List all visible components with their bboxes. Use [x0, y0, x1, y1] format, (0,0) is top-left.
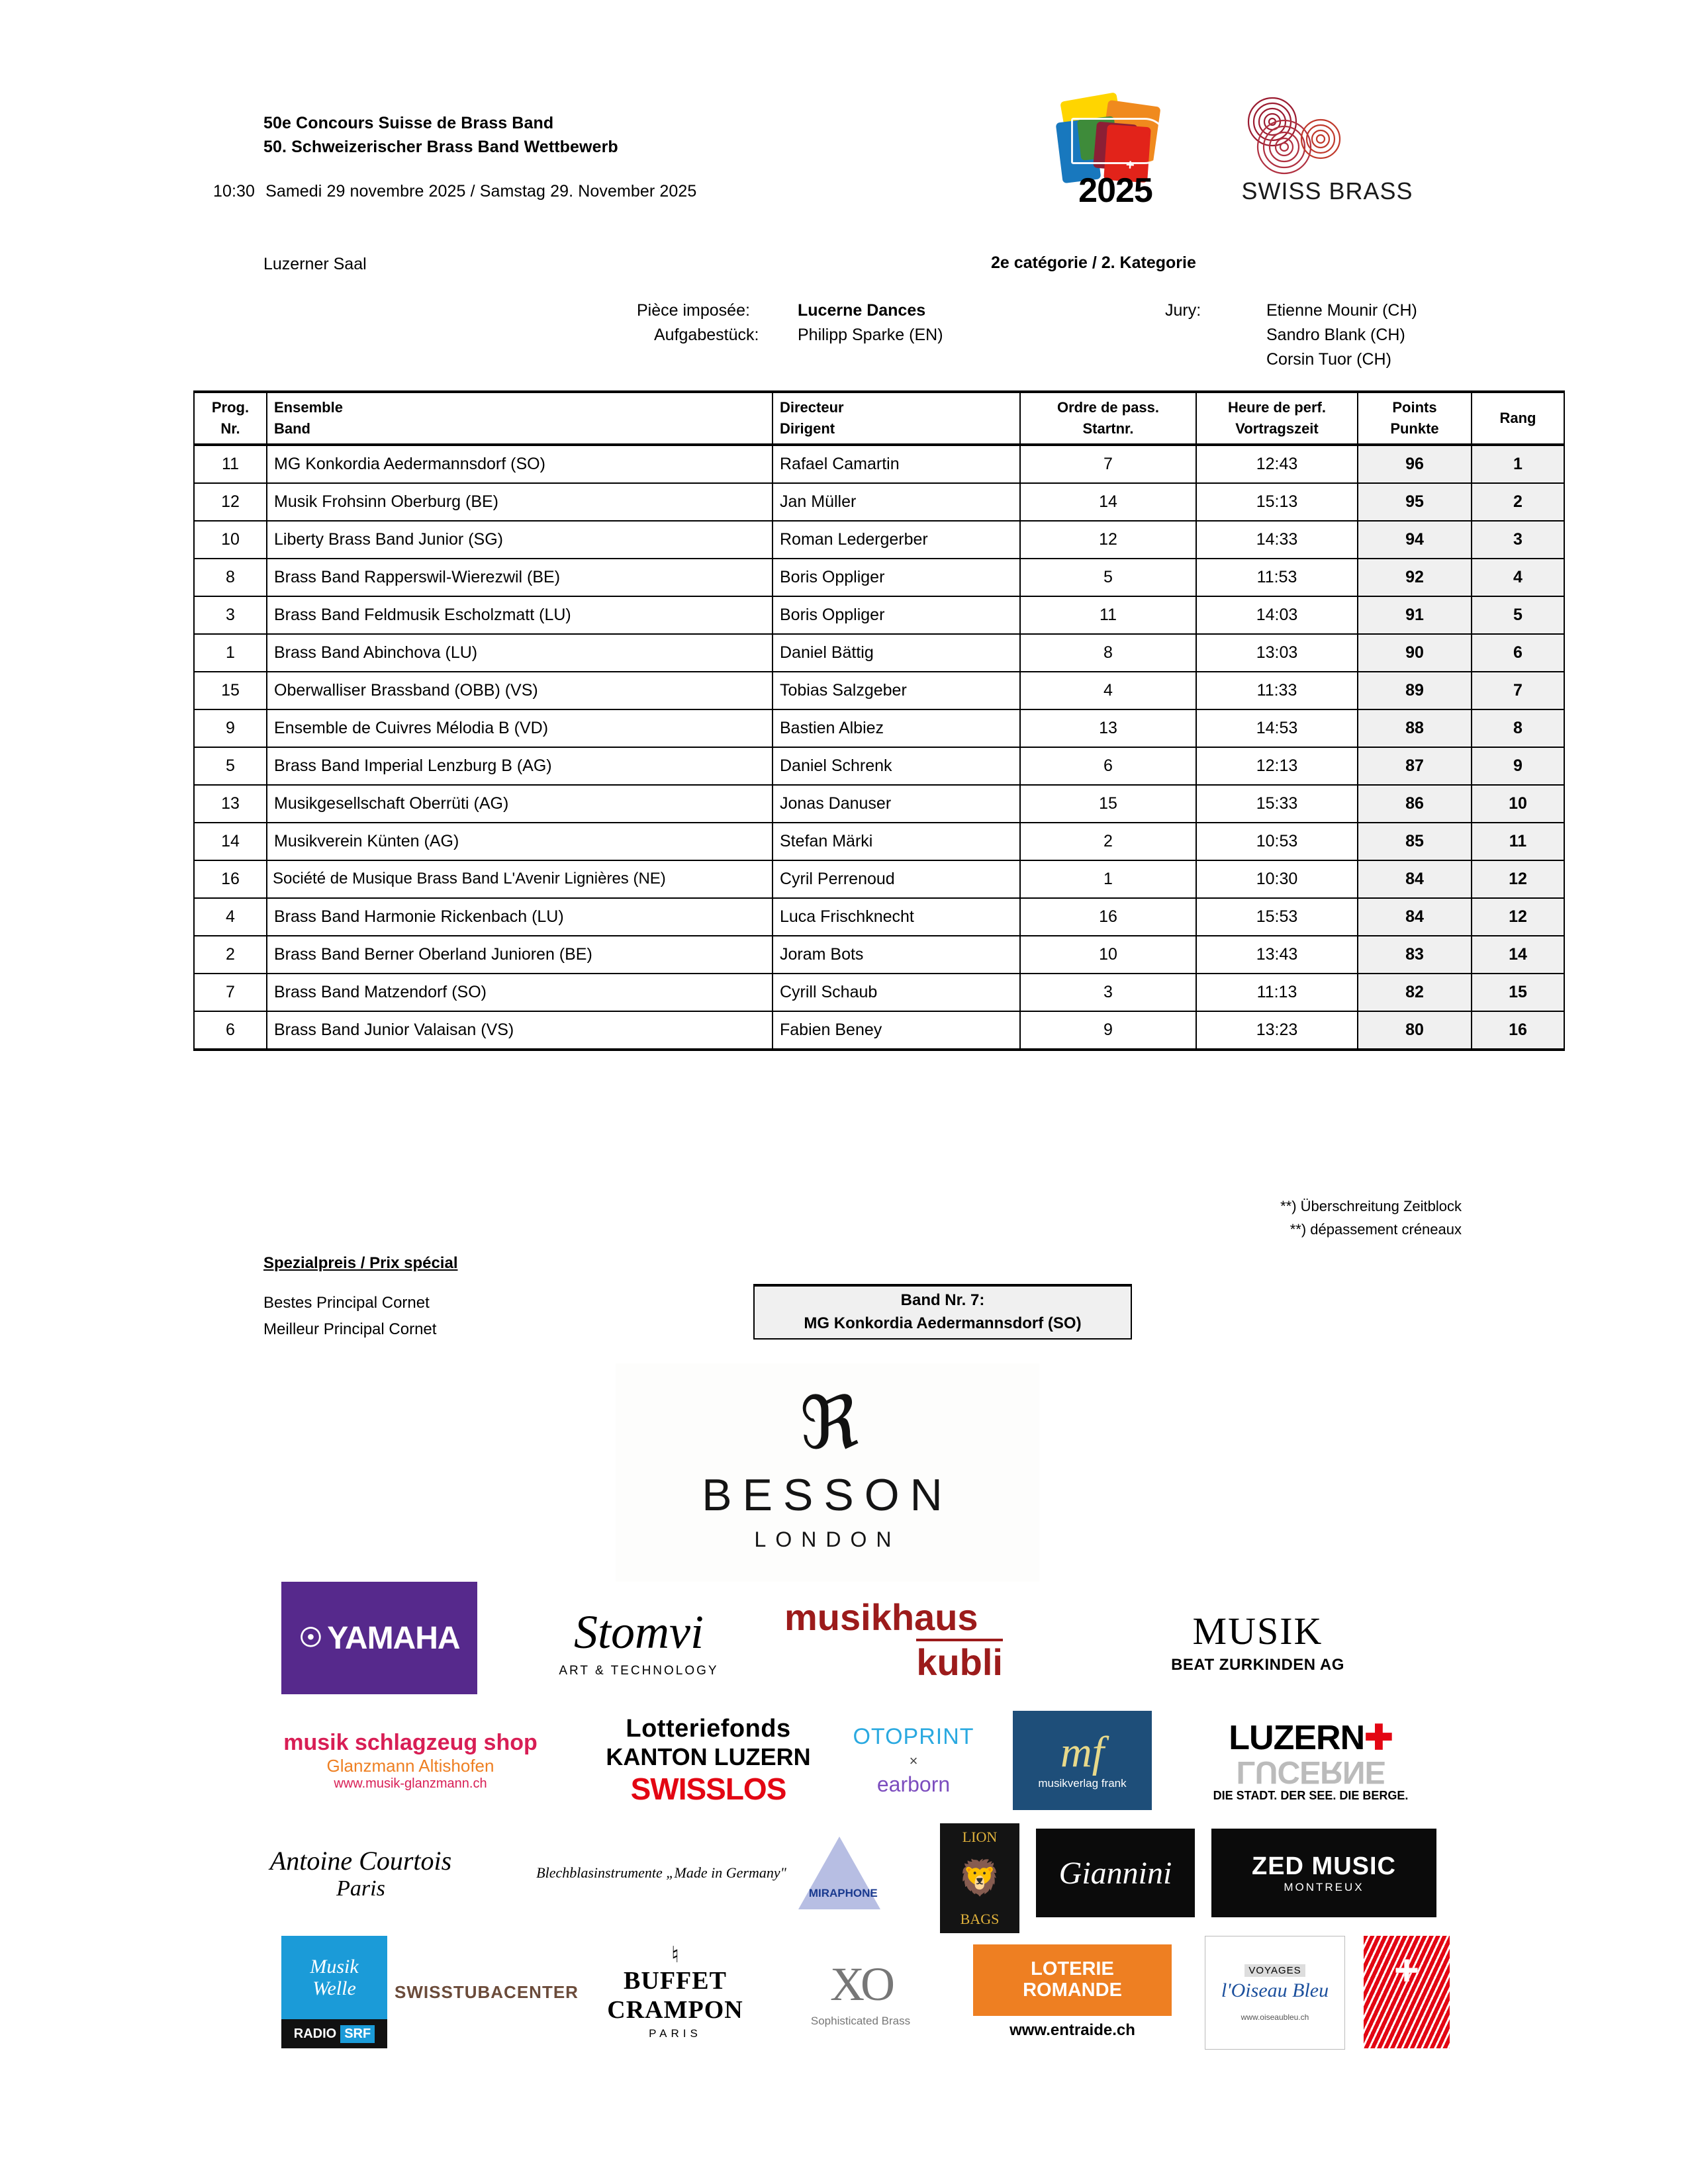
zedmusic-sub: MONTREUX [1284, 1880, 1364, 1893]
lionbags-line2: BAGS [960, 1911, 1000, 1927]
jury-member: Corsin Tuor (CH) [1266, 350, 1391, 369]
buffet-city: PARIS [649, 2027, 702, 2040]
sponsor-musikhaus-kubli [784, 1585, 1003, 1694]
lionbags-line1: LION [962, 1829, 998, 1845]
cell-band: Brass Band Feldmusik Escholzmatt (LU) [267, 596, 773, 634]
cell-prog: 10 [194, 521, 267, 559]
sponsor-row-5 [0, 1936, 1688, 2048]
cell-time: 13:03 [1196, 634, 1358, 672]
cell-points: 88 [1358, 709, 1472, 747]
cell-order: 15 [1020, 785, 1196, 823]
cell-points: 89 [1358, 672, 1472, 709]
table-row [194, 1011, 1564, 1050]
cell-director: Jonas Danuser [773, 785, 1020, 823]
stomvi-name: Stomvi [574, 1605, 704, 1659]
date-text: Samedi 29 novembre 2025 / Samstag 29. November 2025 [265, 182, 697, 201]
cell-rank: 11 [1472, 823, 1564, 860]
cell-band: Brass Band Abinchova (LU) [267, 634, 773, 672]
cell-time: 13:23 [1196, 1011, 1358, 1050]
luzern-cross-icon: ✚ [1364, 1718, 1393, 1757]
document-title [263, 111, 618, 159]
besson-city: LONDON [754, 1527, 901, 1552]
table-header-row [194, 392, 1564, 445]
piece-composer: Philipp Sparke (EN) [798, 326, 943, 344]
table-row [194, 521, 1564, 559]
jury-member: Etienne Mounir (CH) [1266, 301, 1417, 320]
otoprint-separator-icon: × [909, 1752, 918, 1769]
cell-time: 11:33 [1196, 672, 1358, 709]
sponsor-beat-zurkinden [1132, 1588, 1383, 1694]
cell-points: 95 [1358, 483, 1472, 521]
cell-prog: 15 [194, 672, 267, 709]
cell-order: 8 [1020, 634, 1196, 672]
cell-rank: 12 [1472, 898, 1564, 936]
col-header-director-line1: Directeur [780, 399, 844, 416]
cell-director: Luca Frischknecht [773, 898, 1020, 936]
spiral-rings-icon [1231, 94, 1436, 180]
title-fr: 50e Concours Suisse de Brass Band [263, 114, 554, 132]
cell-rank: 9 [1472, 747, 1564, 785]
cell-time: 13:43 [1196, 936, 1358, 974]
winner-band-number: Band Nr. 7: [900, 1291, 985, 1310]
table-row [194, 860, 1564, 898]
sponsor-stomvi [530, 1588, 748, 1694]
table-row [194, 936, 1564, 974]
lotteriefonds-line2: KANTON LUZERN [606, 1743, 811, 1770]
cell-order: 2 [1020, 823, 1196, 860]
cell-director: Bastien Albiez [773, 709, 1020, 747]
cell-rank: 12 [1472, 860, 1564, 898]
sponsor-lotteriefonds [596, 1711, 821, 1810]
besson-name: BESSON [702, 1470, 953, 1521]
buffet-line1: BUFFET [624, 1967, 727, 1995]
cell-time: 14:03 [1196, 596, 1358, 634]
miraphone-name: MIRAPHONE [808, 1887, 878, 1899]
besson-monogram-icon: ℜ [800, 1383, 855, 1464]
cell-time: 10:30 [1196, 860, 1358, 898]
yamaha-tuningfork-icon: ☉ [299, 1623, 322, 1653]
loterie-line2: ROMANDE [1023, 1979, 1122, 2001]
cell-prog: 8 [194, 559, 267, 596]
col-header-order-line2: Startnr. [1082, 420, 1134, 437]
zurkinden-line2: BEAT ZURKINDEN AG [1171, 1655, 1344, 1674]
cell-points: 80 [1358, 1011, 1472, 1050]
cell-time: 12:43 [1196, 445, 1358, 483]
cell-band: Brass Band Harmonie Rickenbach (LU) [267, 898, 773, 936]
cell-points: 85 [1358, 823, 1472, 860]
cell-prog: 1 [194, 634, 267, 672]
sponsor-row-4 [0, 1823, 1688, 1927]
radio-label: RADIO [293, 2026, 337, 2041]
courtois-line1: Antoine Courtois [269, 1845, 452, 1876]
cell-order: 13 [1020, 709, 1196, 747]
cell-prog: 13 [194, 785, 267, 823]
cell-prog: 6 [194, 1011, 267, 1050]
cell-points: 91 [1358, 596, 1472, 634]
otoprint-name: OTOPRINT [853, 1724, 974, 1749]
cell-prog: 2 [194, 936, 267, 974]
footnotes [993, 1195, 1462, 1241]
cell-director: Daniel Bättig [773, 634, 1020, 672]
logo-year: 2025 [1078, 171, 1152, 210]
cell-points: 84 [1358, 860, 1472, 898]
cell-band: Musikgesellschaft Oberrüti (AG) [267, 785, 773, 823]
swisstubacenter-name: SWISSTUBACENTER [395, 1981, 579, 2002]
musikwelle-line2: Welle [312, 1978, 356, 1999]
giannini-name: Giannini [1058, 1855, 1172, 1891]
table-row [194, 747, 1564, 785]
buffet-line2: CRAMPON [607, 1996, 743, 2024]
cell-prog: 16 [194, 860, 267, 898]
sponsor-swisstubacenter [395, 1942, 579, 2042]
cell-prog: 9 [194, 709, 267, 747]
miraphone-triangle-icon [798, 1837, 880, 1909]
table-row [194, 634, 1564, 672]
sponsor-loterie-romande [966, 1936, 1178, 2048]
cell-rank: 7 [1472, 672, 1564, 709]
zurkinden-line1: MUSIK [1192, 1609, 1323, 1653]
cell-band: Brass Band Rapperswil-Wierezwil (BE) [267, 559, 773, 596]
cell-order: 5 [1020, 559, 1196, 596]
brand-name: SWISS BRASS [1241, 177, 1413, 205]
zedmusic-name: ZED MUSIC [1252, 1852, 1396, 1880]
table-row [194, 445, 1564, 483]
table-header [194, 392, 1564, 445]
cell-time: 15:53 [1196, 898, 1358, 936]
winner-band-name: MG Konkordia Aedermannsdorf (SO) [804, 1314, 1082, 1332]
special-prize-winner-box [753, 1284, 1132, 1340]
lotteriefonds-line1: Lotteriefonds [626, 1714, 791, 1743]
cell-prog: 5 [194, 747, 267, 785]
cell-prog: 14 [194, 823, 267, 860]
cell-prog: 4 [194, 898, 267, 936]
oiseau-voyages-label: VOYAGES [1244, 1964, 1305, 1977]
sponsor-stadt-luzern [1182, 1711, 1440, 1810]
oiseau-name: l'Oiseau Bleu [1221, 1979, 1329, 2001]
piece-label-fr: Pièce imposée: [637, 301, 750, 320]
cell-rank: 14 [1472, 936, 1564, 974]
table-row [194, 596, 1564, 634]
table-row [194, 974, 1564, 1011]
sponsor-giannini [1036, 1829, 1195, 1917]
luzern-name: LUZERN [1229, 1718, 1365, 1757]
cell-order: 12 [1020, 521, 1196, 559]
srf-label: SRF [340, 2025, 375, 2043]
col-header-time-line2: Vortragszeit [1235, 420, 1319, 437]
sponsor-musik-glanzmann [232, 1711, 589, 1810]
cell-time: 14:53 [1196, 709, 1358, 747]
swiss-brass-wordmark [1218, 94, 1450, 213]
col-header-prog-line2: Nr. [220, 420, 240, 437]
col-header-band-line2: Band [274, 420, 310, 437]
cell-rank: 6 [1472, 634, 1564, 672]
swiss-cross-icon: + [1393, 1945, 1420, 1994]
cell-band: Musikverein Künten (AG) [267, 823, 773, 860]
cell-director: Boris Oppliger [773, 559, 1020, 596]
table-row [194, 672, 1564, 709]
cell-director: Roman Ledergerber [773, 521, 1020, 559]
col-header-prog-line1: Prog. [211, 399, 250, 416]
cell-order: 14 [1020, 483, 1196, 521]
col-header-points-line2: Punkte [1390, 420, 1439, 437]
cell-rank: 15 [1472, 974, 1564, 1011]
cell-time: 12:13 [1196, 747, 1358, 785]
cell-prog: 11 [194, 445, 267, 483]
cell-time: 15:33 [1196, 785, 1358, 823]
cell-rank: 8 [1472, 709, 1564, 747]
swisslos-name: SWISSLOS [630, 1771, 786, 1806]
datetime-line [213, 182, 696, 201]
glanzmann-line2: Glanzmann Altishofen [326, 1755, 494, 1776]
start-time: 10:30 [213, 182, 256, 201]
venue-name: Luzerner Saal [263, 255, 367, 273]
results-table-wrapper [193, 390, 1536, 1051]
cell-time: 10:53 [1196, 823, 1358, 860]
loterie-line1: LOTERIE [1031, 1958, 1114, 1980]
col-header-order-line1: Ordre de pass. [1056, 399, 1160, 416]
cell-band: Brass Band Junior Valaisan (VS) [267, 1011, 773, 1050]
cell-rank: 16 [1472, 1011, 1564, 1050]
cell-director: Tobias Salzgeber [773, 672, 1020, 709]
cell-band: Brass Band Matzendorf (SO) [267, 974, 773, 1011]
cell-points: 83 [1358, 936, 1472, 974]
xo-monogram-icon: XO [830, 1957, 891, 2011]
kubli-line1: musikhaus [784, 1596, 978, 1638]
footnote-de: **) Überschreitung Zeitblock [1280, 1198, 1462, 1214]
oiseau-url: www.oiseaubleu.ch [1241, 2012, 1309, 2022]
col-header-points [1358, 392, 1472, 445]
cell-rank: 2 [1472, 483, 1564, 521]
cell-director: Boris Oppliger [773, 596, 1020, 634]
table-body [194, 445, 1564, 1050]
cell-order: 1 [1020, 860, 1196, 898]
col-header-band-line1: Ensemble [274, 399, 343, 416]
sponsor-oiseau-bleu [1205, 1936, 1345, 2050]
cell-director: Stefan Märki [773, 823, 1020, 860]
cell-order: 3 [1020, 974, 1196, 1011]
sponsor-row-3 [0, 1711, 1688, 1810]
col-header-band [267, 392, 773, 445]
cell-order: 10 [1020, 936, 1196, 974]
cell-points: 86 [1358, 785, 1472, 823]
sponsor-antoine-courtois [252, 1823, 470, 1923]
header-logos [1039, 93, 1450, 212]
cell-band: MG Konkordia Aedermannsdorf (SO) [267, 445, 773, 483]
cell-time: 14:33 [1196, 521, 1358, 559]
sponsor-zed-music [1211, 1829, 1436, 1917]
cell-rank: 1 [1472, 445, 1564, 483]
results-table [193, 390, 1565, 1051]
col-header-prog [194, 392, 267, 445]
stomvi-tagline: ART & TECHNOLOGY [559, 1663, 719, 1678]
special-prize-label-fr: Meilleur Principal Cornet [263, 1320, 437, 1338]
glanzmann-url: www.musik-glanzmann.ch [334, 1776, 487, 1791]
cell-director: Cyril Perrenoud [773, 860, 1020, 898]
sponsor-lion-bags [940, 1823, 1019, 1933]
cell-time: 15:13 [1196, 483, 1358, 521]
category-name: 2e catégorie / 2. Kategorie [991, 253, 1196, 272]
cell-band: Ensemble de Cuivres Mélodia B (VD) [267, 709, 773, 747]
luzern-tagline: DIE STADT. DER SEE. DIE BERGE. [1213, 1789, 1409, 1803]
table-row [194, 559, 1564, 596]
courtois-line2: Paris [336, 1876, 385, 1901]
loterie-url: www.entraide.ch [1009, 2021, 1135, 2039]
table-row [194, 785, 1564, 823]
cell-order: 9 [1020, 1011, 1196, 1050]
cell-order: 6 [1020, 747, 1196, 785]
footnote-fr: **) dépassement créneaux [1289, 1221, 1462, 1238]
piece-label-de: Aufgabestück: [654, 326, 759, 344]
cell-director: Fabien Beney [773, 1011, 1020, 1050]
lyre-icon: ♮ [671, 1942, 680, 1968]
mf-sub: musikverlag frank [1038, 1777, 1127, 1790]
cell-time: 11:53 [1196, 559, 1358, 596]
sponsor-swiss-flag [1364, 1936, 1450, 2048]
sponsor-radio-srf-musikwelle [281, 1936, 387, 2048]
sponsor-otoprint-earborn [837, 1711, 990, 1810]
special-prize-label-de: Bestes Principal Cornet [263, 1294, 430, 1312]
cell-points: 84 [1358, 898, 1472, 936]
cell-band: Brass Band Imperial Lenzburg B (AG) [267, 747, 773, 785]
table-row [194, 709, 1564, 747]
musikwelle-line1: Musik [310, 1956, 359, 1978]
cell-points: 87 [1358, 747, 1472, 785]
col-header-director [773, 392, 1020, 445]
jury-member: Sandro Blank (CH) [1266, 326, 1405, 344]
xo-tagline: Sophisticated Brass [810, 2014, 911, 2027]
cell-points: 92 [1358, 559, 1472, 596]
table-row [194, 823, 1564, 860]
swiss-brass-2025-logo [1039, 93, 1192, 212]
jury-label: Jury: [1165, 301, 1201, 320]
col-header-time-line1: Heure de perf. [1228, 399, 1326, 416]
cell-director: Daniel Schrenk [773, 747, 1020, 785]
cell-rank: 4 [1472, 559, 1564, 596]
cell-prog: 12 [194, 483, 267, 521]
sponsor-xo-brass [774, 1936, 947, 2048]
cell-rank: 5 [1472, 596, 1564, 634]
col-header-points-line1: Points [1392, 399, 1437, 416]
glanzmann-line1: musik schlagzeug shop [283, 1729, 538, 1755]
cell-order: 11 [1020, 596, 1196, 634]
kubli-line2: kubli [916, 1639, 1003, 1681]
cell-points: 96 [1358, 445, 1472, 483]
sponsor-musikverlag-frank [1013, 1711, 1152, 1810]
luzern-mirror: LUCERNE [1236, 1754, 1385, 1790]
col-header-order [1020, 392, 1196, 445]
sponsor-miraphone [490, 1823, 927, 1923]
cell-director: Jan Müller [773, 483, 1020, 521]
sponsor-buffet-crampon [589, 1936, 761, 2048]
cell-rank: 10 [1472, 785, 1564, 823]
sponsor-besson [616, 1363, 1039, 1582]
cell-points: 94 [1358, 521, 1472, 559]
col-header-rank [1472, 392, 1564, 445]
cell-prog: 7 [194, 974, 267, 1011]
yamaha-name: YAMAHA [327, 1620, 460, 1656]
cell-band: Oberwalliser Brassband (OBB) (VS) [267, 672, 773, 709]
lion-icon: 🦁 [958, 1859, 1002, 1897]
trumpet-icon [1071, 118, 1168, 164]
cell-director: Joram Bots [773, 936, 1020, 974]
sponsor-row-2 [0, 1582, 1688, 1694]
cell-order: 7 [1020, 445, 1196, 483]
cell-prog: 3 [194, 596, 267, 634]
logo-shapes-icon: + [1039, 93, 1192, 177]
col-header-rank-label: Rang [1499, 409, 1536, 426]
cell-band: Société de Musique Brass Band L'Avenir Lignières (NE) [267, 860, 773, 898]
table-row [194, 898, 1564, 936]
col-header-time [1196, 392, 1358, 445]
cell-band: Brass Band Berner Oberland Junioren (BE) [267, 936, 773, 974]
table-row [194, 483, 1564, 521]
sponsor-yamaha [281, 1582, 477, 1694]
cell-order: 4 [1020, 672, 1196, 709]
earborn-name: earborn [876, 1772, 951, 1796]
mf-monogram-icon: mf [1060, 1728, 1104, 1776]
miraphone-tagline: Blechblasinstrumente „Made in Germany" [536, 1864, 786, 1881]
title-de: 50. Schweizerischer Brass Band Wettbewerb [263, 138, 618, 157]
cell-director: Cyrill Schaub [773, 974, 1020, 1011]
cell-band: Liberty Brass Band Junior (SG) [267, 521, 773, 559]
cell-points: 82 [1358, 974, 1472, 1011]
cell-points: 90 [1358, 634, 1472, 672]
cell-order: 16 [1020, 898, 1196, 936]
cell-time: 11:13 [1196, 974, 1358, 1011]
piece-title: Lucerne Dances [798, 301, 926, 320]
cell-director: Rafael Camartin [773, 445, 1020, 483]
special-prize-title: Spezialpreis / Prix spécial [263, 1254, 458, 1272]
col-header-director-line2: Dirigent [780, 420, 835, 437]
cell-band: Musik Frohsinn Oberburg (BE) [267, 483, 773, 521]
cell-rank: 3 [1472, 521, 1564, 559]
